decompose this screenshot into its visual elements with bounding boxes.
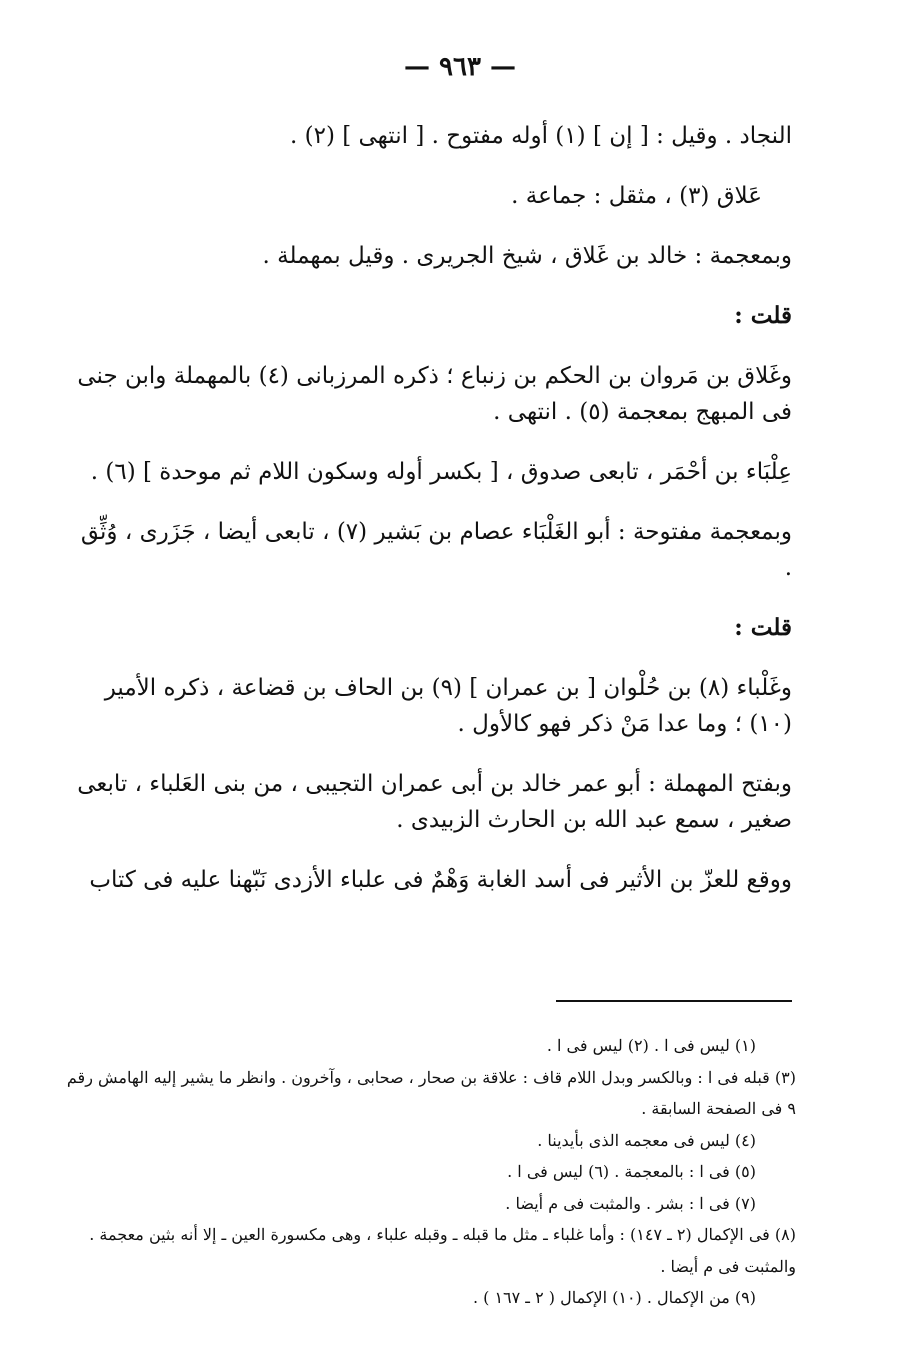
paragraph: وغَلْباء (٨) بن حُلْوان [ بن عمران ] (٩) بن الحاف بن قضاعة ، ذكره الأمير (١٠) ؛ وما عدا مَنْ ذكر فهو كالأول .: [104, 675, 792, 737]
paragraph: وبمعجمة : خالد بن غَلاق ، شيخ الجريرى . وقيل بمهملة .: [262, 243, 792, 269]
footnote: (٧) فى ا : بشر . والمثبت فى م أيضا .: [505, 1193, 756, 1213]
page-number: — ٩٦٣ —: [403, 52, 517, 82]
paragraph: وغَلاق بن مَروان بن الحكم بن زنباع ؛ ذكره المرزبانى (٤) بالمهملة وابن جنى فى المبهج بمعجمة (٥) . انتهى .: [77, 363, 792, 425]
footnote: (٣) قبله فى ا : وبالكسر وبدل اللام قاف : علاقة بن صحار ، صحابى ، وآخرون . وانظر ما يشير إليه الهامش رقم ٩ فى الصفحة السابقة .: [66, 1067, 796, 1118]
footnotes: [66, 1030, 796, 1314]
paragraph: النجاد . وقيل : [ إن ] (١) أوله مفتوح . [ انتهى ] (٢) .: [289, 123, 792, 149]
paragraph: وبفتح المهملة : أبو عمر خالد بن أبى عمران التجيبى ، من بنى العَلباء ، تابعى صغير ، سمع عبد الله بن الحارث الزبيدى .: [77, 771, 792, 833]
footnote: (٩) من الإكمال . (١٠) الإكمال ( ٢ ـ ١٦٧ ) .: [472, 1288, 756, 1307]
paragraph: عِلْبَاء بن أحْمَر ، تابعى صدوق ، [ بكسر أوله وسكون اللام ثم موحدة ] (٦) .: [90, 459, 792, 485]
paragraph: وبمعجمة مفتوحة : أبو الغَلْبَاء عصام بن بَشير (٧) ، تابعى أيضا ، جَزَرى ، وُثِّق .: [80, 519, 792, 581]
footnote: (٥) فى ا : بالمعجمة . (٦) ليس فى ا .: [507, 1162, 756, 1181]
footnote: (٨) فى الإكمال (٢ ـ ١٤٧) : وأما غلباء ـ مثل ما قبله ـ وقبله علباء ، وهى مكسورة العين ـ إلا أنه بثين معجمة . والمثبت فى م أيضا .: [89, 1225, 796, 1276]
footnote: (٤) ليس فى معجمه الذى بأيدينا .: [537, 1130, 756, 1150]
section-heading: قلت :: [734, 302, 792, 329]
paragraph: عَلاق (٣) ، مثقل : جماعة .: [511, 183, 762, 209]
footnote-divider: [556, 1000, 792, 1002]
section-heading: قلت :: [734, 614, 792, 641]
paragraph: ووقع للعزّ بن الأثير فى أسد الغابة وَهْمٌ فى علباء الأزدى نَبّهنا عليه فى كتاب: [89, 867, 792, 893]
main-text: [72, 118, 792, 922]
footnote: (١) ليس فى ا . (٢) ليس فى ا .: [546, 1036, 756, 1055]
